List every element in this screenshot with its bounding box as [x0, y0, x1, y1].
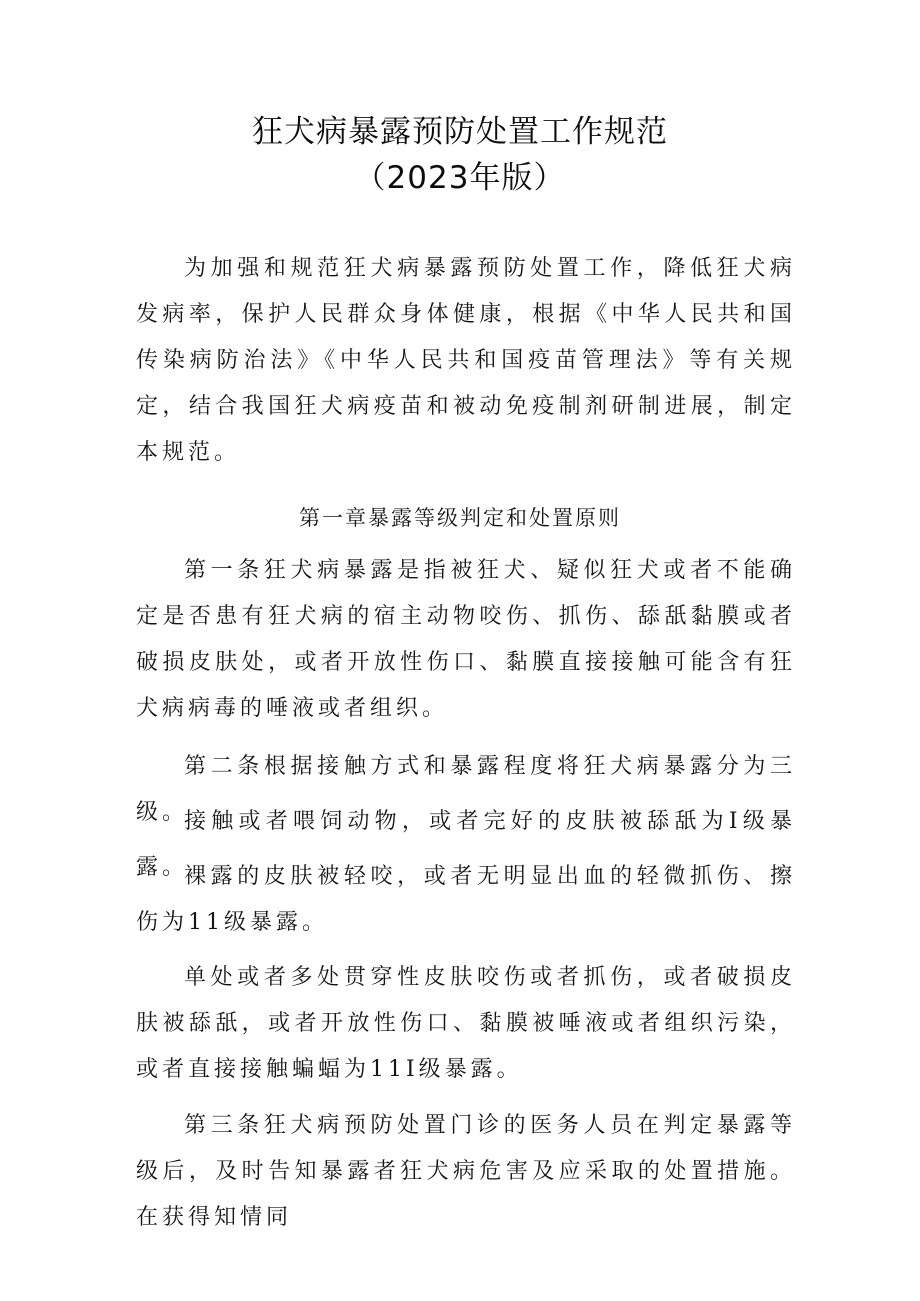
- grade-3-paragraph: 单处或者多处贯穿性皮肤咬伤或者抓伤，或者破损皮肤被舔舐，或者开放性伤口、黏膜被唾液或者组织污染，或者直接接触蝙蝠为11I级暴露。: [136, 965, 796, 1082]
- grade-2-paragraph: 裸露的皮肤被轻咬，或者无明显出血的轻微抓伤、擦伤为11级暴露。: [136, 864, 796, 935]
- grade-1-paragraph: 接触或者喂饲动物，或者完好的皮肤被舔舐为I级暴露。: [136, 809, 796, 880]
- document-title: 狂犬病暴露预防处置工作规范: [252, 114, 668, 150]
- article-1-paragraph: 第一条狂犬病暴露是指被狂犬、疑似狂犬或者不能确定是否患有狂犬病的宿主动物咬伤、抓伤、舔舐黏膜或者破损皮肤处，或者开放性伤口、黏膜直接接触可能含有狂犬病病毒的唾液或者组织。: [136, 558, 796, 721]
- preamble-paragraph: 为加强和规范狂犬病暴露预防处置工作，降低狂犬病发病率，保护人民群众身体健康，根据《中华人民共和国传染病防治法》《中华人民共和国疫苗管理法》等有关规定，结合我国狂犬病疫苗和被动免疫制剂研制进展，制定本规范。: [136, 256, 796, 465]
- article-3-paragraph: 第三条狂犬病预防处置门诊的医务人员在判定暴露等级后，及时告知暴露者狂犬病危害及应采取的处置措施。在获得知情同: [136, 1113, 796, 1230]
- document-subtitle: （2023年版）: [354, 160, 566, 196]
- article-2-paragraph: 第二条根据接触方式和暴露程度将狂犬病暴露分为三级。: [136, 754, 796, 825]
- chapter-heading: 第一章暴露等级判定和处置原则: [299, 506, 621, 530]
